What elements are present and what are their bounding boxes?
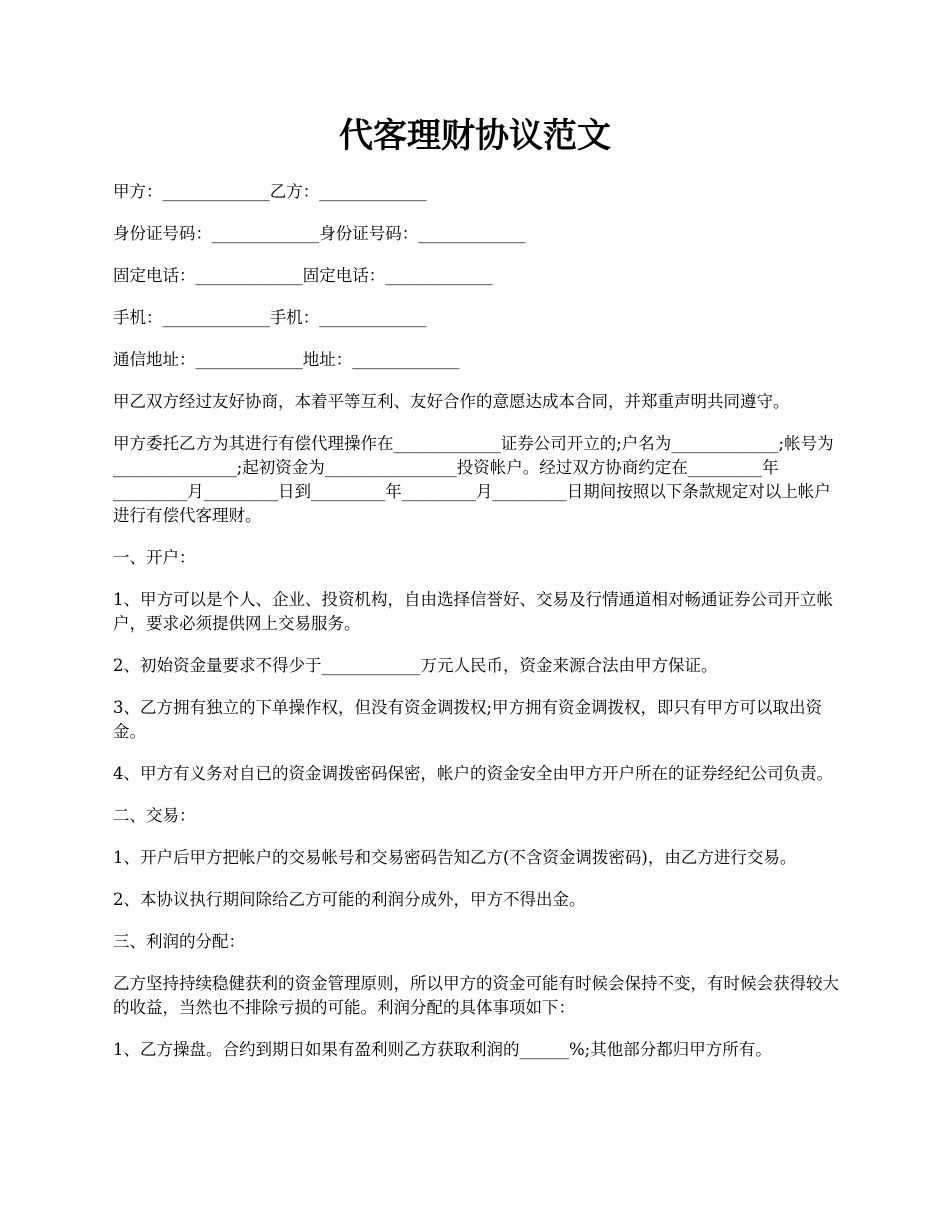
section-heading-account-opening: 一、开户： <box>113 548 196 567</box>
clause-1-4: 4、甲方有义务对自已的资金调拨密码保密，帐户的资金安全由甲方开户所在的证券经纪公司负责。 <box>113 764 833 783</box>
section-heading-trading: 二、交易： <box>113 806 196 825</box>
section-heading-profit-distribution: 三、利润的分配： <box>113 932 245 951</box>
entrustment-paragraph: 甲方委托乙方为其进行有偿代理操作在_____________证券公司开立的;户名为_____________;帐号为_______________;起初资金为________________投资帐户。经过双方协商约定在_________年_________月_________日到_________年_________月_________日期间按照以下条款规定对以上帐户进行有偿代客理财。 <box>113 434 834 525</box>
clause-2-1: 1、开户后甲方把帐户的交易帐号和交易密码告知乙方(不含资金调拨密码)，由乙方进行交易。 <box>113 848 797 867</box>
clause-1-1: 1、甲方可以是个人、企业、投资机构，自由选择信誉好、交易及行情通道相对畅通证券公司开立帐户，要求必须提供网上交易服务。 <box>113 590 833 633</box>
document-title: 代客理财协议范文 <box>339 116 611 156</box>
clause-2-2: 2、本协议执行期间除给乙方可能的利润分成外，甲方不得出金。 <box>113 890 586 909</box>
clause-1-3: 3、乙方拥有独立的下单操作权，但没有资金调拨权;甲方拥有资金调拨权，即只有甲方可以取出资金。 <box>113 698 823 741</box>
preamble-paragraph: 甲乙双方经过友好协商，本着平等互利、友好合作的意愿达成本合同，并郑重声明共同遵守。 <box>113 392 790 411</box>
party-names-line: 甲方：_____________乙方：_____________ <box>113 182 427 201</box>
address-line: 通信地址：_____________地址：_____________ <box>113 350 460 369</box>
mobile-line: 手机：_____________手机：_____________ <box>113 308 427 327</box>
clause-3-1: 1、乙方操盘。合约到期日如果有盈利则乙方获取利润的______%;其他部分都归甲方所有。 <box>113 1040 772 1059</box>
clause-1-2: 2、初始资金量要求不得少于____________万元人民币，资金来源合法由甲方保证。 <box>113 656 718 675</box>
document-body <box>113 180 841 1080</box>
profit-principle-paragraph: 乙方坚持持续稳健获利的资金管理原则，所以甲方的资金可能有时候会保持不变，有时候会获得较大的收益，当然也不排除亏损的可能。利润分配的具体事项如下： <box>113 974 839 1017</box>
landline-line: 固定电话：_____________固定电话：_____________ <box>113 266 493 285</box>
id-number-line: 身份证号码：_____________身份证号码：_____________ <box>113 224 526 243</box>
